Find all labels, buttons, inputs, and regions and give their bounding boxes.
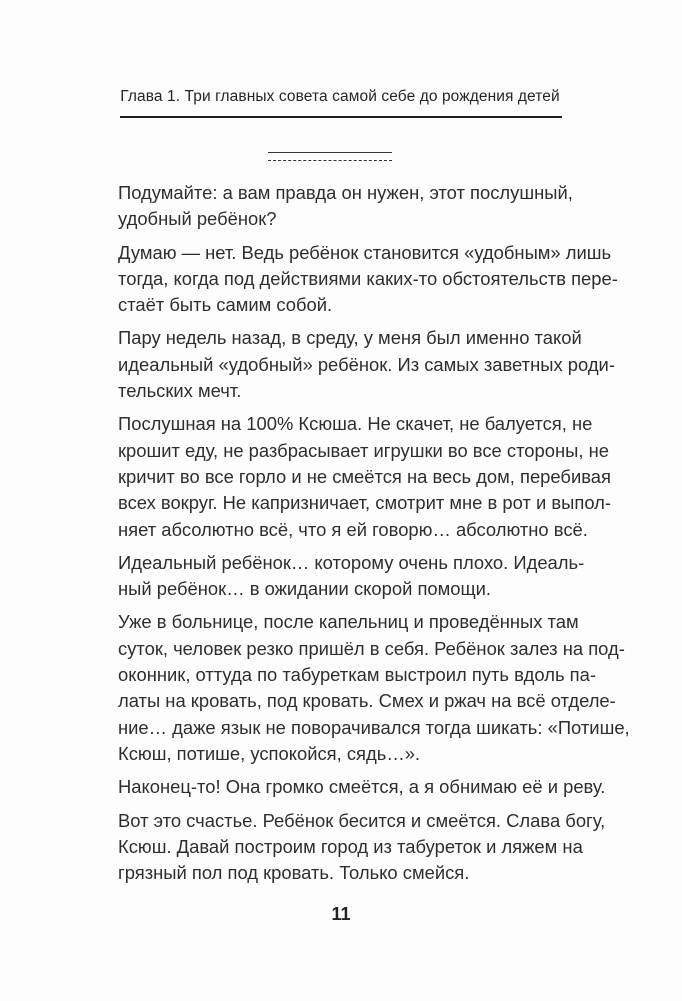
text-line: Послушная на 100% Ксюша. Не скачет, не балуется, не [118,413,593,435]
text-line: Подумайте: а вам правда он нужен, этот послушный, [118,182,573,203]
text-line: крошит еду, не разбрасывает игрушки во все стороны, не [118,439,609,461]
paragraph [118,550,585,603]
paragraph [118,609,630,767]
text-line: Наконец-то! Она громко смеётся, а я обнимаю её и реву. [118,776,606,798]
paragraph [118,411,611,542]
header-rule [120,116,562,118]
text-line: Думаю — нет. Ведь ребёнок становится «удобным» лишь [118,241,612,263]
text-line: стаёт быть самим собой. [118,294,333,316]
text-line: Вот это счастье. Ребёнок бесится и смеётся. Слава богу, [118,809,606,831]
text-line: тогда, когда под действиями каких-то обстоятельств пере- [118,267,618,289]
paragraph [118,240,618,319]
paragraph [118,774,606,800]
text-line: тельских мечт. [118,380,242,402]
text-line: суток, человек резко пришёл в себя. Ребёнок залез на под- [118,637,625,659]
text-line: латы на кровать, под кровать. Смех и ржач на всё отделе- [118,690,616,712]
text-line: идеальный «удобный» ребёнок. Из самых заветных роди- [118,353,615,375]
page-number: 11 [331,904,351,924]
text-line: кричит во все горло и не смеётся на весь дом, перебивая [118,465,611,487]
text-line: Ксюш, потише, успокойся, сядь…». [118,742,421,764]
text-line: оконник, оттуда по табуреткам выстроил путь вдоль па- [118,664,596,686]
text-line: всех вокруг. Не капризничает, смотрит мне в рот и выпол- [118,492,611,514]
text-line: Идеальный ребёнок… которому очень плохо. Идеаль- [118,551,585,573]
body-text [118,180,630,893]
text-line: ние… даже язык не поворачивался тогда шикать: «Потише, [118,716,630,738]
text-line: няет абсолютно всё, что я ей говорю… абсолютно всё. [118,518,588,540]
running-head: Глава 1. Три главных совета самой себе до рождения детей [120,88,560,105]
paragraph [118,180,573,233]
text-line: Пару недель назад, в среду, у меня был именно такой [118,327,582,349]
paragraph [118,325,615,404]
text-line: Уже в больнице, после капельниц и проведённых там [118,611,579,633]
text-line: грязный пол под кровать. Только смейся. [118,862,470,884]
text-line: удобный ребёнок? [118,208,277,230]
ornament-dashed-line [268,160,392,161]
section-ornament [268,152,392,164]
text-line: Ксюш. Давай построим город из табуреток и ляжем на [118,835,583,857]
ornament-solid-line [268,152,392,153]
text-line: ный ребёнок… в ожидании скорой помощи. [118,578,492,600]
paragraph [118,808,606,887]
